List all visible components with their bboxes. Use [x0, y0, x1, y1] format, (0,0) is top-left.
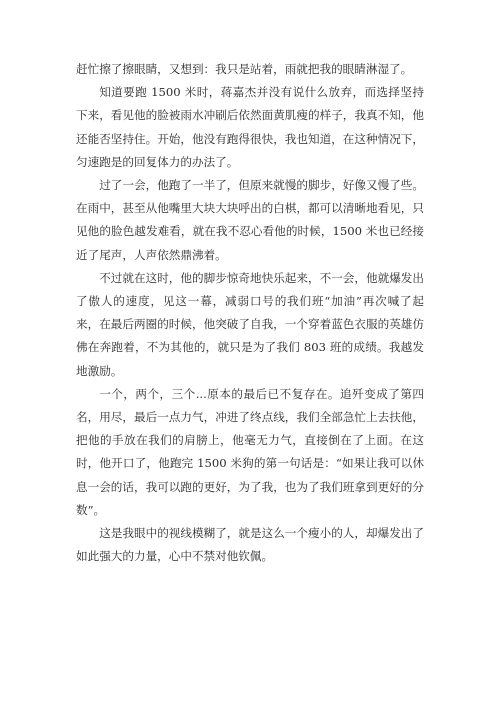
paragraph-6: 这是我眼中的视线模糊了，就是这么一个瘦小的人，却爆发出了如此强大的力量，心中不禁对他钦佩。	[76, 526, 424, 564]
article-body	[76, 58, 424, 568]
paragraph-5: 一个，两个，三个...原本的最后已不复存在。追歼变成了第四名，用尽，最后一点力气，冲进了终点线，我们全部急忙上去扶他，把他的手放在我们的肩膀上，他毫无力气，直接倒在了上面。在这时，他开口了，他跑完 1500 米狗的第一句话是：“如果让我可以休息一会的话，我可以跑的更好，为了我，也为了我们班拿到更好的分数”。	[76, 386, 424, 517]
paragraph-4: 不过就在这时，他的脚步惊奇地快乐起来，不一会，他就爆发出了傲人的速度，见这一幕，减弱口号的我们班“加油”再次喊了起来，在最后两圈的时候，他突破了自我，一个穿着蓝色衣服的英雄仿佛在奔跑着，不为其他的，就只是为了我们 803 班的成绩。我越发地激励。	[76, 270, 424, 378]
paragraph-1: 赶忙擦了擦眼睛，又想到：我只是站着，雨就把我的眼睛淋湿了。	[76, 62, 413, 76]
paragraph-2: 知道要跑 1500 米时，蒋嘉杰并没有说什么放弃，而选择坚持下来，看见他的脸被雨水冲刷后依然面黄肌瘦的样子，我真不知，他还能否坚持住。开始，他没有跑得很快，我也知道，在这种情况下，匀速跑是的回复体力的办法了。	[76, 85, 424, 169]
paragraph-3: 过了一会，他跑了一半了，但原来就慢的脚步，好像又慢了些。在雨中，甚至从他嘴里大块大块呼出的白棋，都可以清晰地看见，只见他的脸色越发难看，就在我不忍心看他的时候，1500 米也已经接近了尾声，人声依然鼎沸着。	[76, 178, 424, 262]
